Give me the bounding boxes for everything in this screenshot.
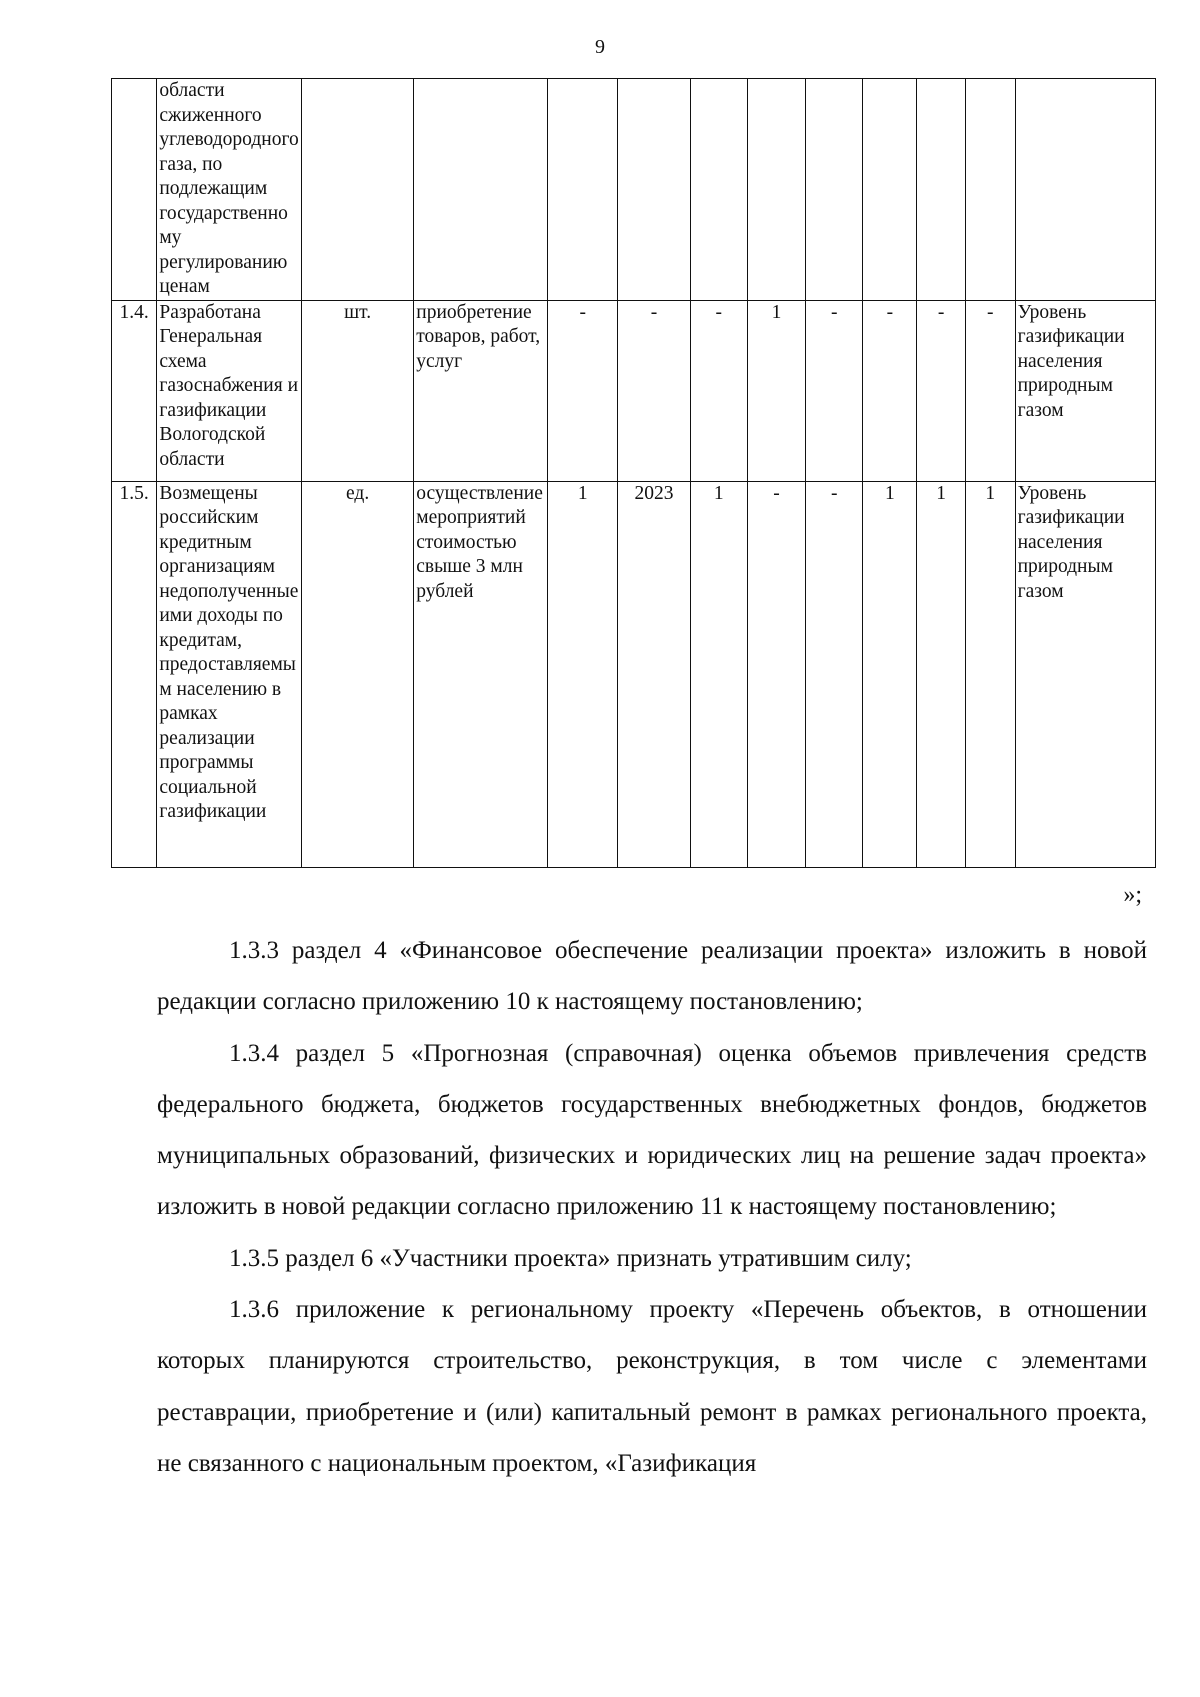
value-2027: 1 <box>965 481 1015 867</box>
value-2027 <box>965 79 1015 301</box>
value-2027: - <box>965 300 1015 481</box>
result-type: осуществление мероприятий стоимостью свыше 3 млн рублей <box>414 481 548 867</box>
base-value: 1 <box>548 481 618 867</box>
value-2026: - <box>917 300 966 481</box>
table-row <box>112 300 1156 481</box>
closing-quote: »; <box>1123 882 1142 908</box>
row-number: 1.4. <box>112 300 157 481</box>
row-number: 1.5. <box>112 481 157 867</box>
unit: шт. <box>302 300 414 481</box>
table-row <box>112 481 1156 867</box>
value-2025: - <box>863 300 917 481</box>
paragraph-1-3-6: 1.3.6 приложение к региональному проекту «Перечень объектов, в отношении которых планируются строительство, реконструкция, в том числе с элементами реставрации, приобретение и (или) капитальный ремонт в рамках регионального проекта, не связанного с национальным проектом, «Газификация <box>157 1296 1147 1477</box>
value-2023: 1 <box>747 300 805 481</box>
paragraph-1-3-5: 1.3.5 раздел 6 «Участники проекта» признать утратившим силу; <box>229 1244 912 1272</box>
base-year: - <box>618 300 690 481</box>
value-2024: - <box>806 300 863 481</box>
paragraph-1-3-4: 1.3.4 раздел 5 «Прогнозная (справочная) оценка объемов привлечения средств федерального бюджета, бюджетов государственных внебюджетных фондов, бюджетов муниципальных образований, физических и юридических лиц на решение задач проекта» изложить в новой редакции согласно приложению 11 к настоящему постановлению; <box>157 1039 1147 1221</box>
value-2024 <box>806 79 863 301</box>
value-2022: 1 <box>690 481 747 867</box>
value-2023: - <box>747 481 805 867</box>
value-2025 <box>863 79 917 301</box>
value-2026: 1 <box>917 481 966 867</box>
row-number <box>112 79 157 301</box>
value-2022: - <box>690 300 747 481</box>
value-2024: - <box>806 481 863 867</box>
page-number: 9 <box>595 36 605 58</box>
result-type <box>414 79 548 301</box>
value-2023 <box>747 79 805 301</box>
base-value: - <box>548 300 618 481</box>
result-type: приобретение товаров, работ, услуг <box>414 300 548 481</box>
value-2026 <box>917 79 966 301</box>
unit: ед. <box>302 481 414 867</box>
value-2025: 1 <box>863 481 917 867</box>
result-name: Разработана Генеральная схема газоснабжения и газификации Вологодской области <box>157 300 302 481</box>
paragraph-1-3-3: 1.3.3 раздел 4 «Финансовое обеспечение реализации проекта» изложить в новой редакции согласно приложению 10 к настоящему постановлению; <box>157 937 1147 1016</box>
base-year <box>618 79 690 301</box>
results-table <box>111 78 1156 868</box>
body-text <box>157 925 1147 1489</box>
unit <box>302 79 414 301</box>
result-name: Возмещены российским кредитным организациям недополученные ими доходы по кредитам, предоставляемым населению в рамках реализации программы социальной газификации <box>157 481 302 867</box>
indicator-link: Уровень газификации населения природным газом <box>1015 300 1155 481</box>
base-value <box>548 79 618 301</box>
table-row <box>112 79 1156 301</box>
indicator-link: Уровень газификации населения природным газом <box>1015 481 1155 867</box>
result-name: области сжиженного углеводородного газа, по подлежащим государственному регулированию ценам <box>157 79 302 301</box>
base-year: 2023 <box>618 481 690 867</box>
value-2022 <box>690 79 747 301</box>
indicator-link <box>1015 79 1155 301</box>
